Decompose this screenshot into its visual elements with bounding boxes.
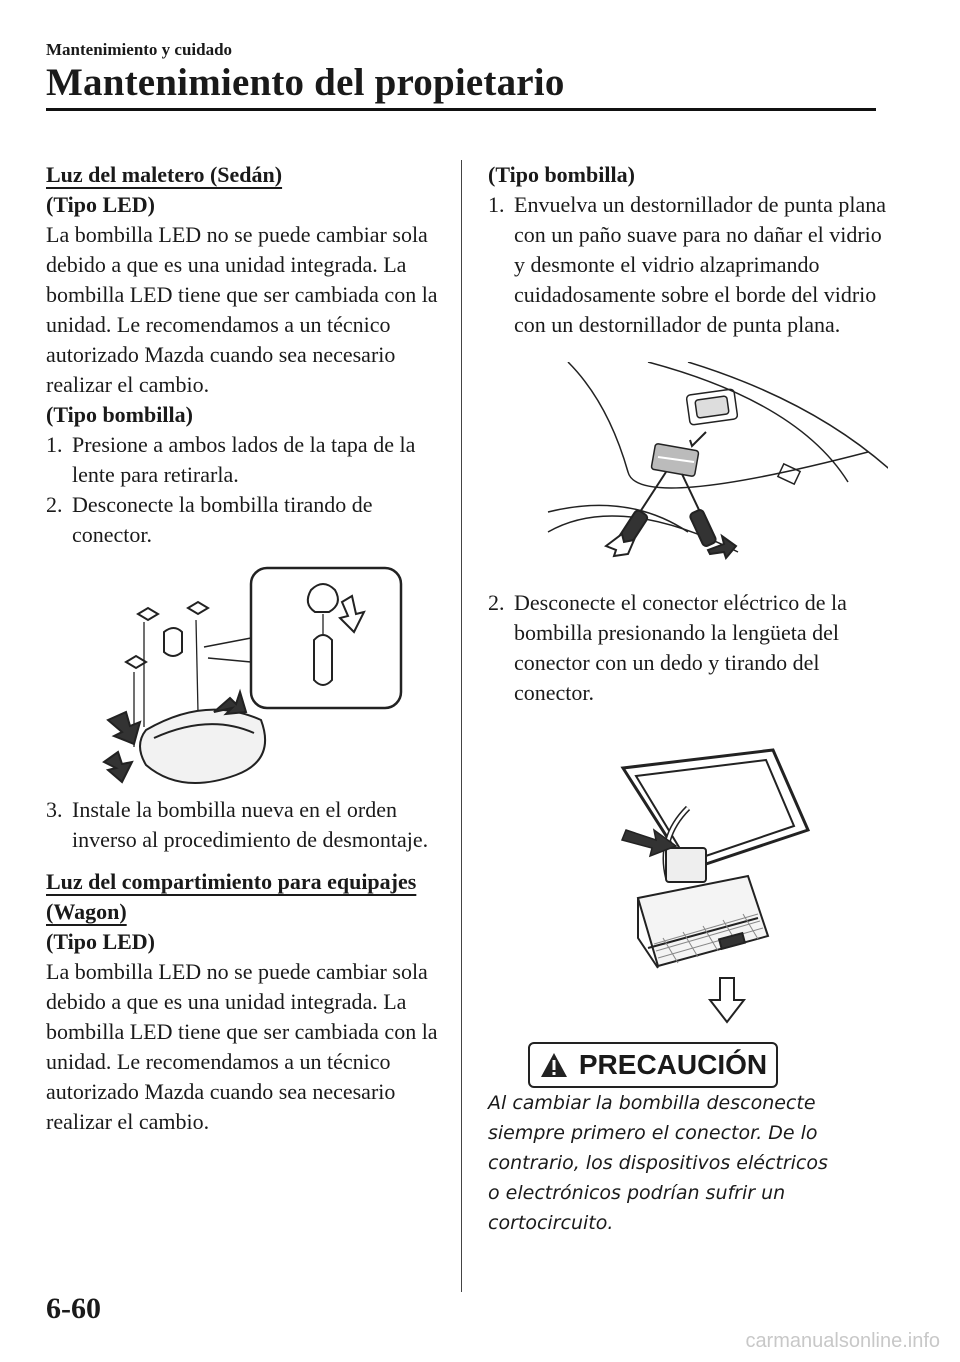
step-item [488, 190, 888, 340]
page-title: Mantenimiento del propietario [46, 61, 565, 104]
led-type-label: (Tipo LED) [46, 929, 156, 954]
connector-illustration [488, 748, 888, 1038]
watermark: carmanualsonline.info [745, 1330, 940, 1352]
column-divider [461, 160, 462, 1292]
title-rule [46, 108, 876, 111]
step-item [46, 490, 441, 550]
step-text: Instale la bombilla nueva en el orden inverso al procedimiento de desmontaje. [72, 797, 429, 852]
lens-removal-diagram [46, 562, 441, 787]
step-text: Envuelva un destornillador de punta plana con un paño suave para no dañar el vidrio y desmonte el vidrio alzaprimando cuidadosamente sobre el borde del vidrio con un destornillador de punta plana. [514, 192, 887, 337]
step-number: 3. [46, 797, 63, 822]
page-number: 6-60 [46, 1292, 101, 1325]
warning-icon [539, 1051, 569, 1079]
bulb-type-label: (Tipo bombilla) [46, 402, 193, 427]
led-paragraph: La bombilla LED no se puede cambiar sola debido a que es una unidad integrada. La bombilla LED tiene que ser cambiada con la unidad. Le recomendamos a un técnico autorizado Mazda cuando sea necesario realizar el cambio. [46, 222, 438, 397]
step-text: Desconecte la bombilla tirando de conector. [72, 492, 373, 547]
trunk-light-heading: Luz del maletero (Sedán) [46, 162, 283, 187]
step-number: 1. [46, 432, 63, 457]
led-paragraph: La bombilla LED no se puede cambiar sola debido a que es una unidad integrada. La bombilla LED tiene que ser cambiada con la unidad. Le recomendamos a un técnico autorizado Mazda cuando sea necesario realizar el cambio. [46, 959, 438, 1134]
caution-text: Al cambiar la bombilla desconecte siempre primero el conector. De lo contrario, los dispositivos eléctricos o electrónicos podrían sufrir un cortocircuito. [488, 1092, 828, 1234]
step-text: Presione a ambos lados de la tapa de la lente para retirarla. [72, 432, 416, 487]
caution-title: PRECAUCIÓN [578, 1049, 768, 1080]
step-text: Desconecte el conector eléctrico de la bombilla presionando la lengüeta del conector con un dedo y tirando del conector. [514, 590, 847, 705]
connector-removal-diagram [488, 748, 888, 1038]
step-item [46, 795, 441, 855]
step-number: 2. [46, 492, 63, 517]
luggage-light-heading: Luz del compartimiento para equipajes (Wagon) [46, 869, 417, 924]
trunk-lamp-illustration [46, 562, 441, 787]
step-item [488, 588, 888, 708]
section-label: Mantenimiento y cuidado [46, 40, 233, 59]
right-column [488, 160, 888, 1238]
caution-banner [528, 1042, 778, 1088]
step-item [46, 430, 441, 490]
screwdriver-illustration [488, 362, 888, 562]
led-type-label: (Tipo LED) [46, 192, 156, 217]
left-column [46, 160, 441, 1137]
step-number: 1. [488, 192, 505, 217]
glass-removal-diagram [488, 362, 888, 562]
step-number: 2. [488, 590, 505, 615]
bulb-type-label: (Tipo bombilla) [488, 162, 635, 187]
